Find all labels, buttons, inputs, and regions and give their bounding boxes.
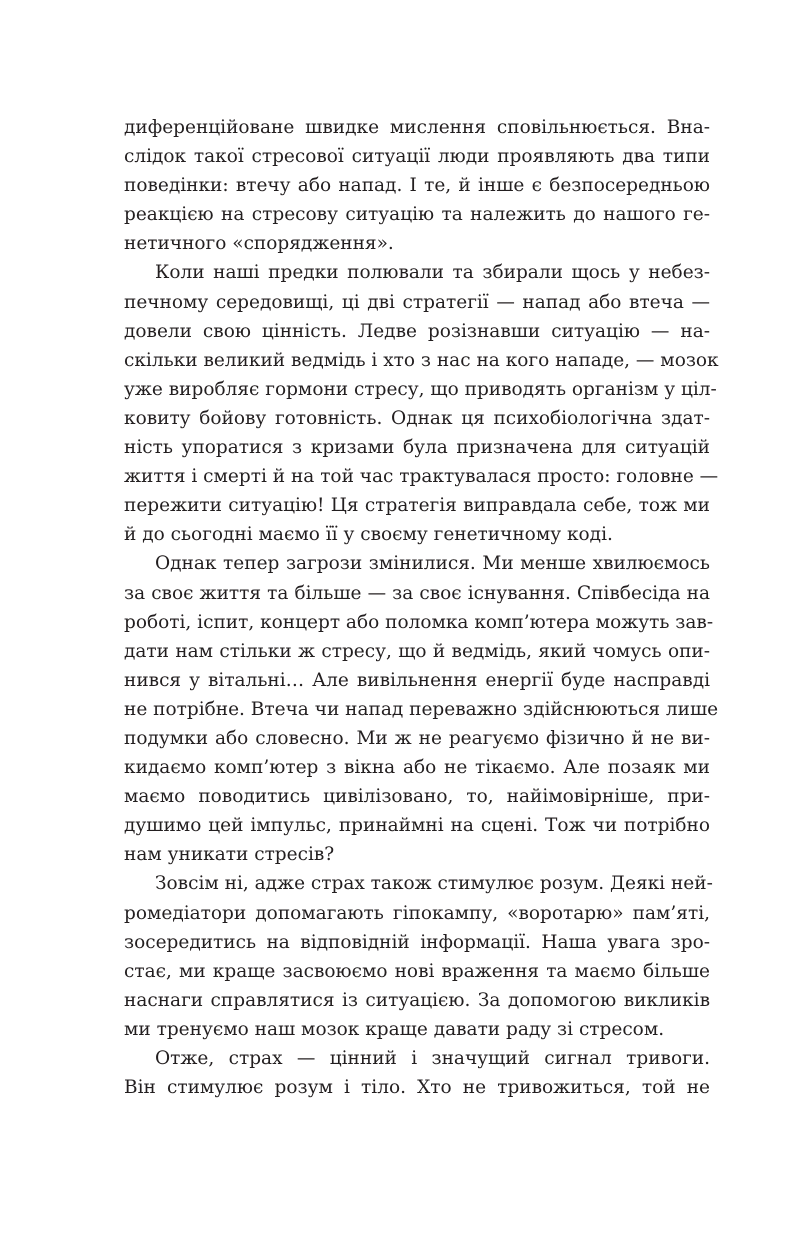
book-page-text — [124, 113, 719, 1102]
text-line: й до сьогодні маємо її у своєму генетичному коді. — [124, 524, 613, 546]
text-line: за своє життя та більше — за своє існування. Співбесіда на — [124, 582, 710, 604]
text-line: диференційоване швидке мислення сповільнюється. Вна- — [124, 117, 710, 138]
text-line: життя і смерті й на той час трактувалася просто: головне — — [124, 466, 719, 488]
text-line: нетичного «спорядження». — [124, 233, 394, 255]
text-line: кидаємо комп’ютер з вікна або не тікаємо. Але позаяк ми — [124, 757, 710, 779]
text-line: уже виробляє гормони стресу, що приводять організм у ціл- — [124, 378, 717, 400]
text-line: ромедіатори допомагають гіпокампу, «воротарю» пам’яті, — [124, 902, 710, 924]
text-line: печному середовищі, ці дві стратегії — напад або втеча — — [124, 291, 710, 313]
text-line: скільки великий ведмідь і хто з нас на кого нападе, — мозок — [124, 349, 719, 371]
text-line: ми тренуємо наш мозок краще давати раду зі стресом. — [124, 1018, 665, 1040]
text-line: не потрібне. Втеча чи напад переважно здійснюються лише — [124, 698, 719, 720]
text-line: нам уникати стресів? — [124, 844, 335, 866]
text-line: пережити ситуацію! Ця стратегія виправдала себе, тож ми — [124, 495, 710, 517]
text-line: подумки або словесно. Ми ж не реагуємо фізично й не ви- — [124, 727, 710, 749]
text-line: дати нам стільки ж стресу, що й ведмідь, який чомусь опи- — [124, 640, 710, 662]
paragraph-first-line: Зовсім ні, адже страх також стимулює розум. Деякі ней- — [155, 873, 713, 895]
text-line: маємо поводитись цивілізовано, то, найімовірніше, при- — [124, 786, 710, 808]
text-line: зосередитись на відповідній інформації. Наша увага зро- — [124, 931, 710, 953]
paragraph-first-line: Коли наші предки полювали та збирали щось у небез- — [155, 262, 710, 284]
text-line: роботі, іспит, концерт або поломка комп’ютера можуть зав- — [124, 611, 714, 633]
text-line: наснаги справлятися із ситуацією. За допомогою викликів — [124, 989, 710, 1011]
text-line: душимо цей імпульс, принаймні на сцені. Тож чи потрібно — [124, 815, 710, 837]
text-line: ність упоратися з кризами була призначена для ситуацій — [124, 437, 710, 459]
paragraph-first-line: Однак тепер загрози змінилися. Ми менше хвилюємось — [155, 553, 710, 575]
text-line: нився у вітальні… Але вивільнення енергії буде насправді — [124, 669, 710, 691]
text-line: Він стимулює розум і тіло. Хто не тривожиться, той не — [124, 1077, 710, 1099]
text-line: стає, ми краще засвоюємо нові враження та маємо більше — [124, 960, 710, 982]
text-line: довели свою цінність. Ледве розізнавши ситуацію — на- — [124, 320, 710, 342]
paragraph-first-line: Отже, страх — цінний і значущий сигнал тривоги. — [155, 1048, 710, 1069]
text-line: слідок такої стресової ситуації люди проявляють два типи — [124, 146, 710, 168]
text-line: реакцією на стресову ситуацію та належить до нашого ге- — [124, 204, 710, 226]
text-line: ковиту бойову готовність. Однак ця психобіологічна здат- — [124, 407, 710, 429]
text-line: поведінки: втечу або напад. І те, й інше є безпосередньою — [124, 175, 710, 197]
